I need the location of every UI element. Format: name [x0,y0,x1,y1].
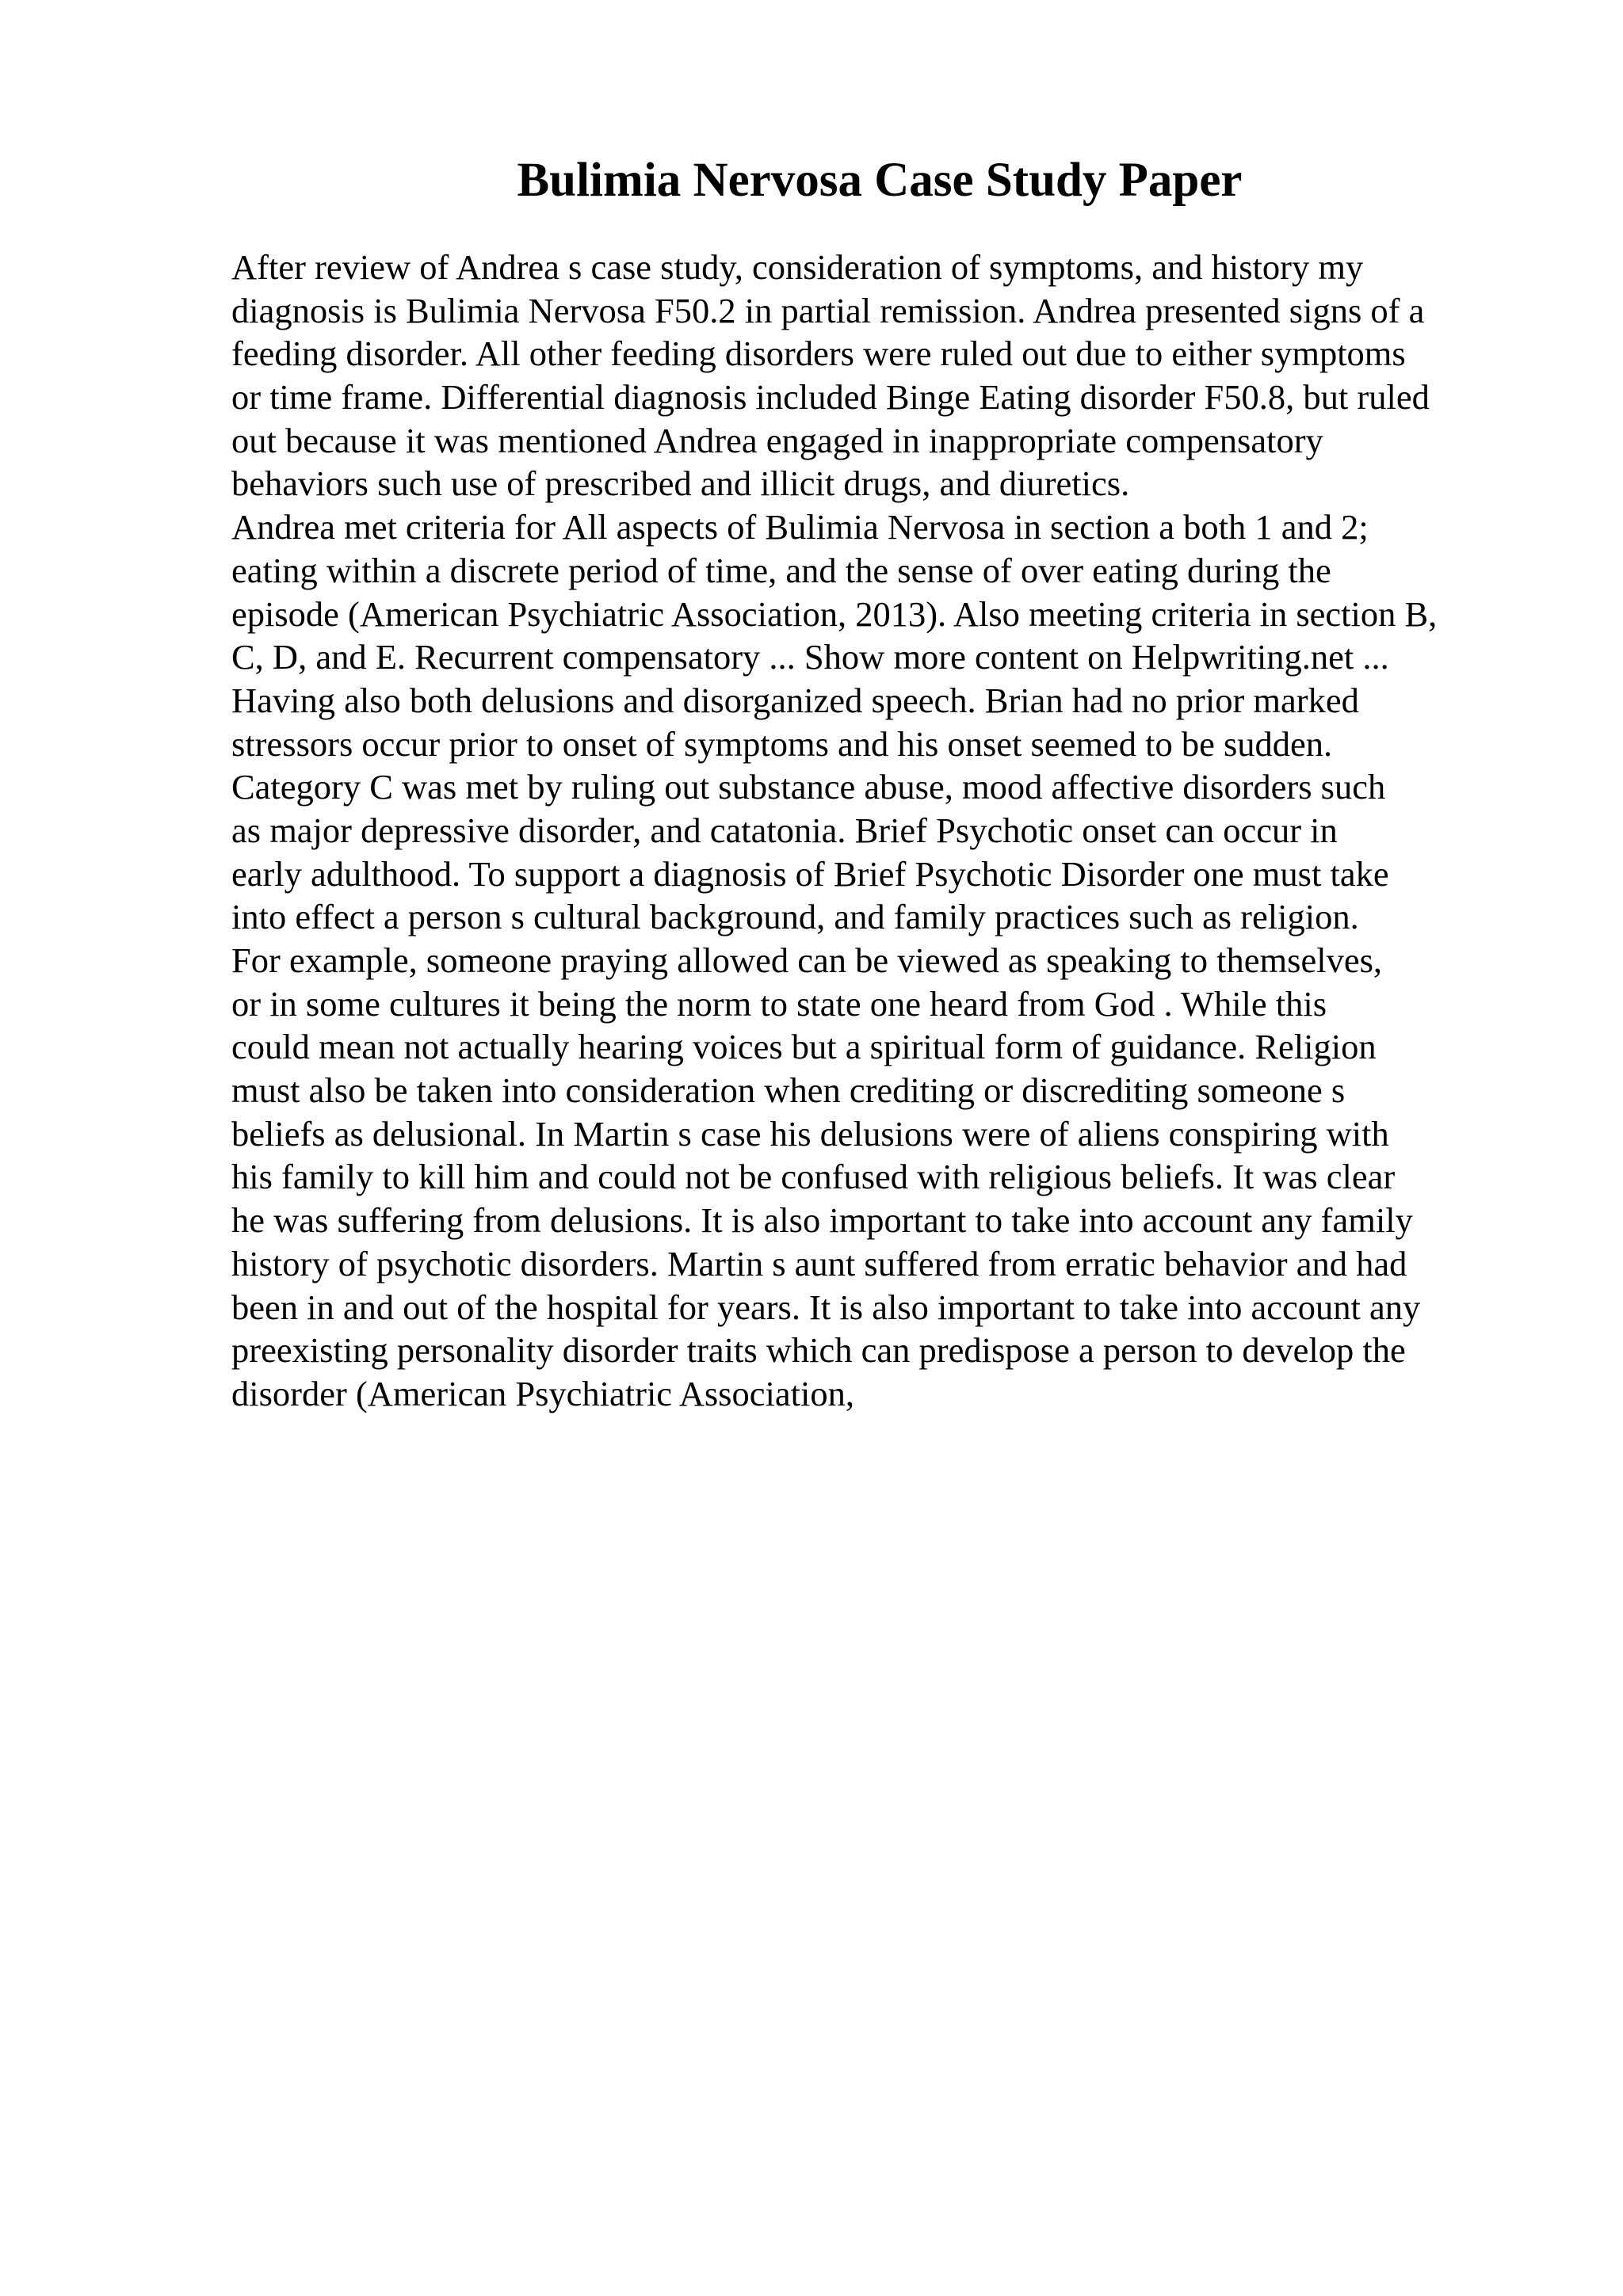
body-text-line: out because it was mentioned Andrea engaged in inappropriate compensatory [231,420,1323,460]
body-text-line: After review of Andrea s case study, consideration of symptoms, and history my [231,247,1364,287]
body-text-line: as major depressive disorder, and catatonia. Brief Psychotic onset can occur in [231,810,1338,850]
body-text-line: C, D, and E. Recurrent compensatory ... Show more content on Helpwriting.net ... [231,637,1389,677]
body-text-line: preexisting personality disorder traits which can predispose a person to develop the [231,1330,1406,1371]
body-text-line: diagnosis is Bulimia Nervosa F50.2 in partial remission. Andrea presented signs of a [231,290,1425,330]
body-text-line: been in and out of the hospital for years. It is also important to take into account any [231,1287,1421,1327]
document-body [231,246,1594,1416]
body-text-line: his family to kill him and could not be confused with religious beliefs. It was clear [231,1157,1396,1197]
body-text-line: Category C was met by ruling out substance abuse, mood affective disorders such [231,767,1386,807]
body-text-line: behaviors such use of prescribed and illicit drugs, and diuretics. [231,463,1130,504]
body-text-line: stressors occur prior to onset of symptoms and his onset seemed to be sudden. [231,723,1333,764]
body-text-line: disorder (American Psychiatric Association, [231,1373,854,1413]
body-text-line: he was suffering from delusions. It is also important to take into account any family [231,1200,1413,1241]
body-text-line: Andrea met criteria for All aspects of Bulimia Nervosa in section a both 1 and 2; [231,507,1369,547]
body-text-line: For example, someone praying allowed can be viewed as speaking to themselves, [231,940,1383,980]
body-text-line: beliefs as delusional. In Martin s case his delusions were of aliens conspiring with [231,1113,1389,1154]
body-text-line: early adulthood. To support a diagnosis of Brief Psychotic Disorder one must take [231,853,1389,894]
body-text-line: into effect a person s cultural background, and family practices such as religion. [231,897,1359,937]
body-text-line: feeding disorder. All other feeding disorders were ruled out due to either symptoms [231,334,1406,374]
body-text-line: could mean not actually hearing voices but a spiritual form of guidance. Religion [231,1027,1377,1067]
body-text-line: must also be taken into consideration when crediting or discrediting someone s [231,1070,1346,1111]
body-text-line: eating within a discrete period of time, and the sense of over eating during the [231,550,1331,590]
body-text-line: episode (American Psychiatric Association, 2013). Also meeting criteria in section B, [231,593,1438,634]
document-title: Bulimia Nervosa Case Study Paper [517,154,1243,207]
body-text-line: history of psychotic disorders. Martin s aunt suffered from erratic behavior and had [231,1243,1407,1283]
body-text-line: or in some cultures it being the norm to state one heard from God . While this [231,983,1327,1024]
body-text-line: or time frame. Differential diagnosis included Binge Eating disorder F50.8, but ruled [231,377,1430,418]
body-text-line: Having also both delusions and disorganized speech. Brian had no prior marked [231,680,1359,720]
